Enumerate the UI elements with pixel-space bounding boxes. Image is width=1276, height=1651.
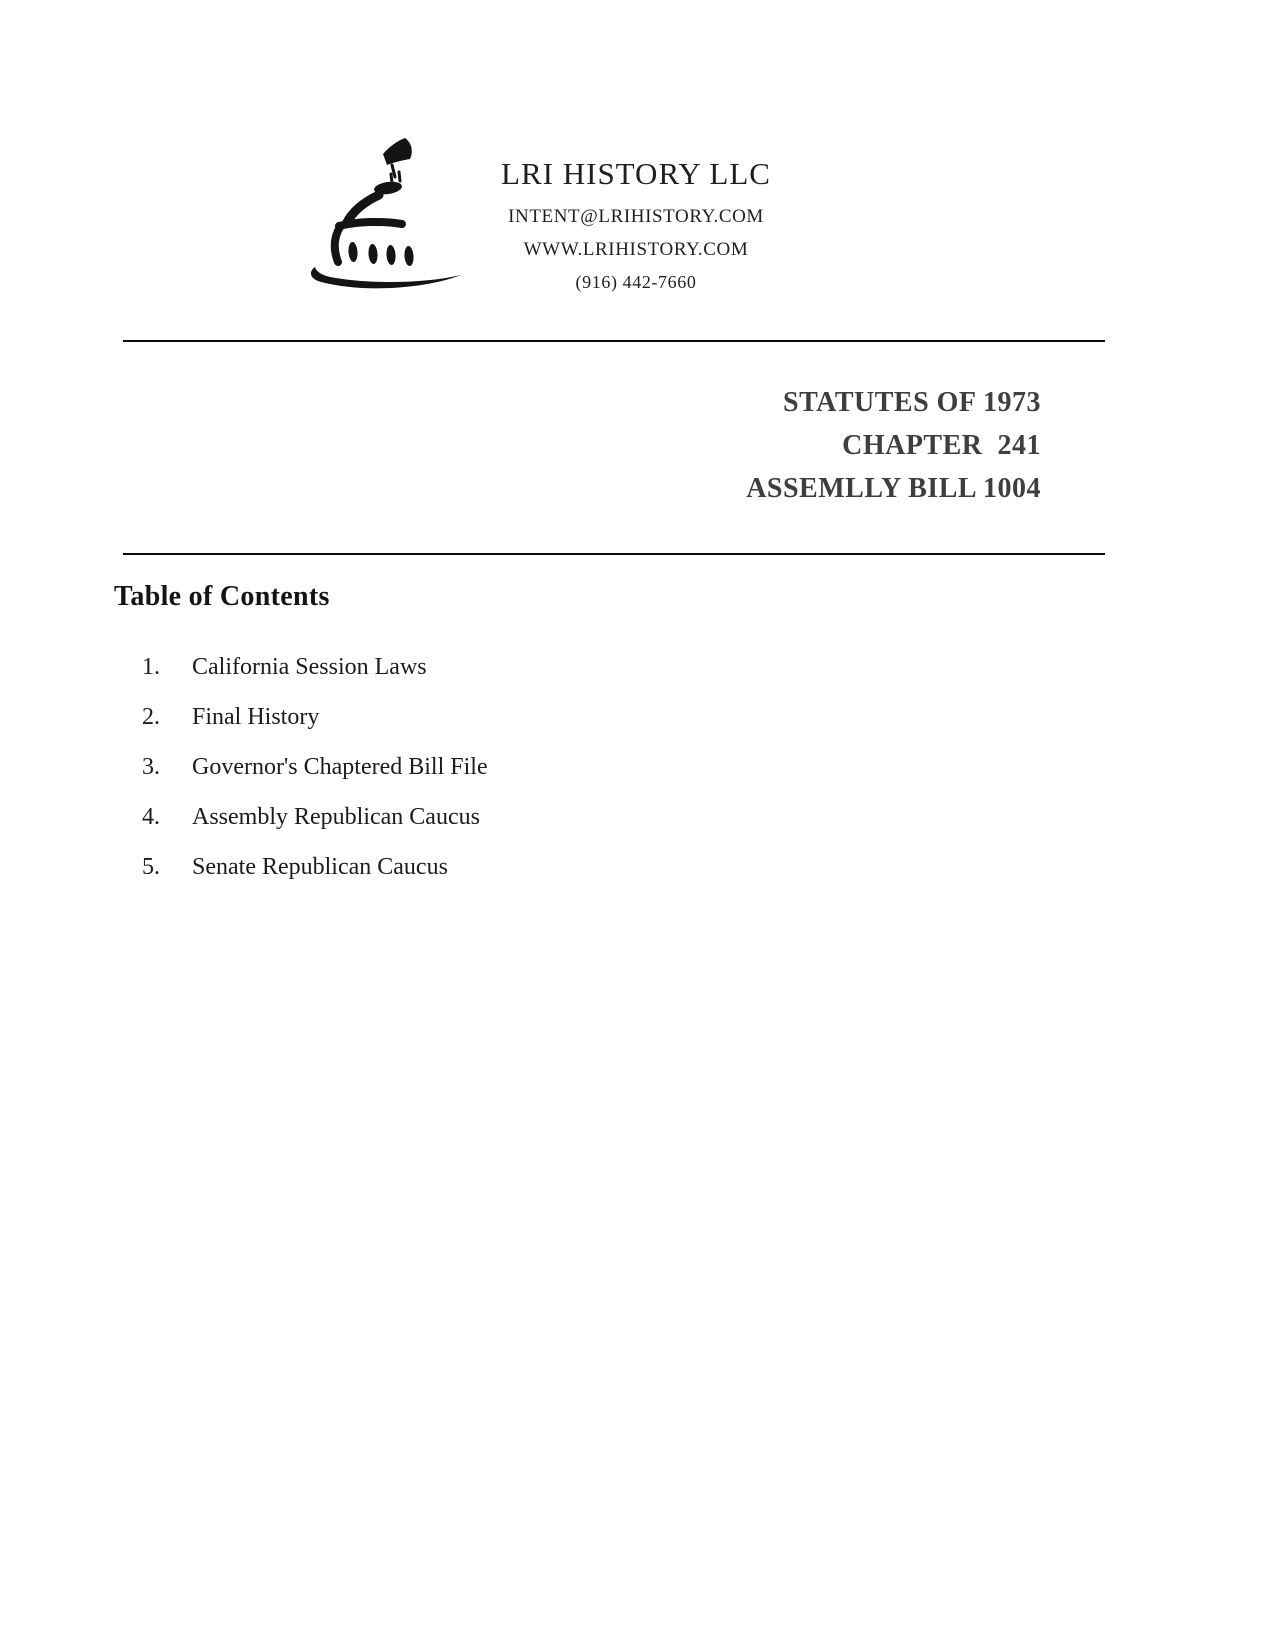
toc-item-label: Final History: [192, 704, 320, 730]
toc-item-number: 3.: [142, 754, 160, 780]
toc-item: [142, 701, 488, 733]
toc-list: [142, 651, 488, 901]
chapter-line: CHAPTER 241: [842, 430, 1041, 461]
company-website: WWW.LRIHISTORY.COM: [523, 239, 749, 260]
toc-item: [142, 801, 488, 833]
toc-item-label: California Session Laws: [192, 654, 427, 680]
statutes-title-block: [746, 381, 1041, 510]
toc-item: [142, 651, 488, 683]
statutes-line: STATUTES OF 1973: [783, 387, 1041, 418]
toc-heading: Table of Contents: [114, 581, 330, 612]
toc-item-label: Governor's Chaptered Bill File: [192, 754, 488, 780]
company-email: INTENT@LRIHISTORY.COM: [508, 206, 764, 227]
toc-item-label: Senate Republican Caucus: [192, 854, 448, 880]
toc-item-number: 5.: [142, 854, 160, 880]
toc-item-label: Assembly Republican Caucus: [192, 804, 480, 830]
divider-top: [123, 340, 1105, 342]
toc-item-number: 4.: [142, 804, 160, 830]
divider-bottom: [123, 553, 1105, 555]
toc-item: [142, 751, 488, 783]
toc-item: [142, 851, 488, 883]
letterhead: [450, 154, 822, 299]
company-phone: (916) 442-7660: [575, 272, 697, 292]
toc-item-number: 2.: [142, 704, 160, 730]
company-name: LRI HISTORY LLC: [501, 156, 771, 191]
assembly-bill-line: ASSEMLLY BILL 1004: [746, 473, 1041, 504]
toc-item-number: 1.: [142, 654, 160, 680]
